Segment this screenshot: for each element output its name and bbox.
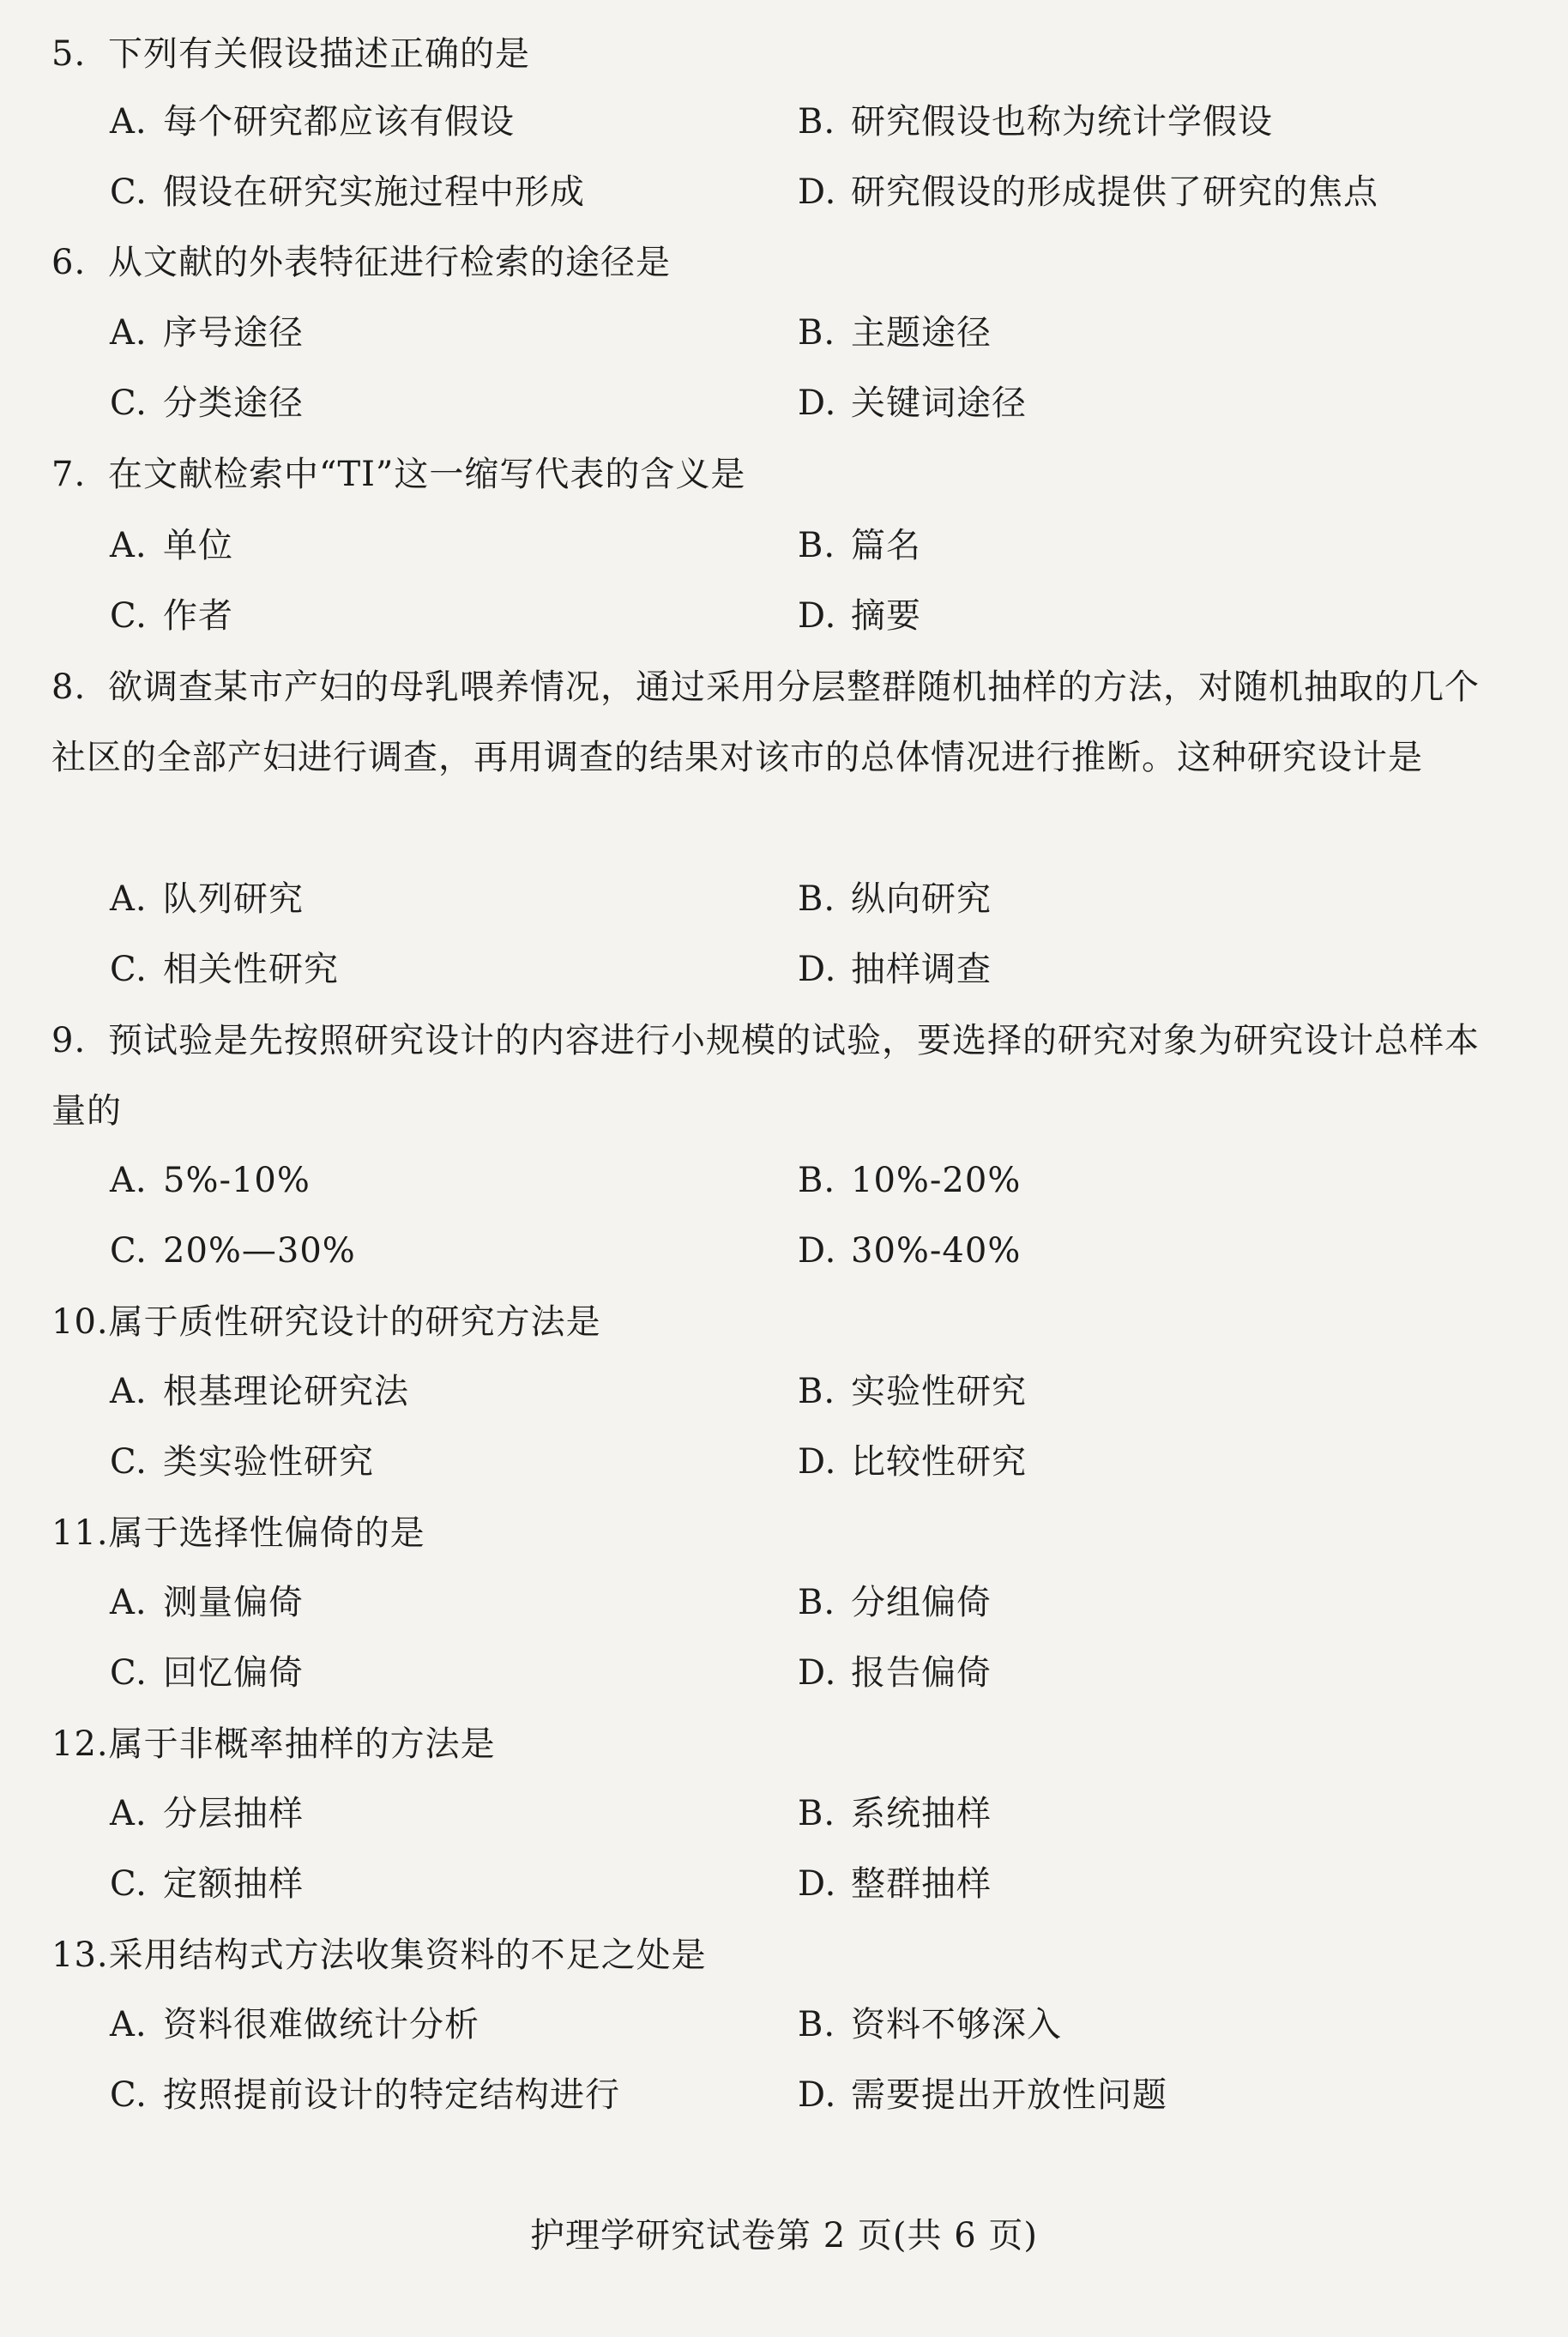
option-text: 整群抽样: [851, 1864, 992, 1904]
option-5b: [798, 96, 1273, 148]
page-footer: 护理学研究试卷第 2 页(共 6 页): [530, 2216, 1038, 2255]
question-text: 从文献的外表特征进行检索的途径是: [108, 243, 671, 282]
option-letter: C.: [110, 172, 148, 212]
option-text: 抽样调查: [851, 950, 992, 989]
option-text: 分类途径: [163, 383, 304, 423]
option-7d: [798, 590, 921, 642]
option-letter: C.: [110, 1442, 148, 1482]
option-10a: [110, 1366, 409, 1417]
option-letter: C.: [110, 1231, 148, 1271]
option-text: 5%-10%: [163, 1161, 311, 1200]
option-8b: [798, 873, 992, 925]
option-text: 测量偏倚: [163, 1583, 304, 1622]
option-letter: A.: [110, 2005, 148, 2044]
option-letter: D.: [798, 596, 837, 636]
option-8a: [110, 873, 304, 925]
option-letter: B.: [798, 2005, 836, 2044]
option-text: 实验性研究: [851, 1372, 1027, 1411]
option-letter: C.: [110, 950, 148, 989]
option-6d: [798, 377, 1027, 429]
option-6a: [110, 307, 304, 359]
option-letter: C.: [110, 596, 148, 636]
option-5a: [110, 96, 515, 148]
question-text: 采用结构式方法收集资料的不足之处是: [108, 1935, 707, 1975]
option-text: 30%-40%: [851, 1231, 1022, 1271]
question-12-stem: [51, 1709, 1510, 1779]
option-letter: C.: [110, 2075, 148, 2115]
option-12d: [798, 1858, 992, 1910]
question-number: 12.: [51, 1724, 109, 1764]
question-number: 13.: [51, 1935, 109, 1975]
option-11a: [110, 1577, 304, 1628]
option-letter: D.: [798, 1442, 837, 1482]
option-letter: C.: [110, 1864, 148, 1904]
option-letter: A.: [110, 1161, 148, 1200]
option-text: 研究假设也称为统计学假设: [851, 102, 1273, 142]
option-text: 主题途径: [851, 313, 992, 353]
option-12c: [110, 1858, 304, 1910]
option-7b: [798, 520, 921, 571]
option-text: 类实验性研究: [163, 1442, 374, 1482]
option-letter: A.: [110, 102, 148, 142]
option-letter: B.: [798, 879, 836, 919]
option-text: 资料很难做统计分析: [163, 2005, 479, 2044]
question-11-stem: [51, 1498, 1510, 1568]
option-letter: B.: [798, 1794, 836, 1833]
option-text: 定额抽样: [163, 1864, 304, 1904]
question-number: 11.: [51, 1513, 109, 1553]
option-text: 篇名: [851, 526, 921, 565]
question-7-stem: [51, 439, 1510, 510]
option-letter: D.: [798, 950, 837, 989]
option-text: 报告偏倚: [851, 1653, 992, 1693]
option-text: 摘要: [851, 596, 921, 636]
option-text: 关键词途径: [851, 383, 1027, 423]
option-letter: B.: [798, 1372, 836, 1411]
option-letter: A.: [110, 526, 148, 565]
question-6-stem: [51, 227, 1510, 298]
option-12b: [798, 1788, 992, 1839]
option-10d: [798, 1436, 1027, 1488]
option-letter: B.: [798, 313, 836, 353]
option-9a: [110, 1155, 311, 1206]
option-13b: [798, 1999, 1062, 2050]
option-13d: [798, 2069, 1167, 2121]
option-letter: D.: [798, 1653, 837, 1693]
option-7c: [110, 590, 233, 642]
option-13c: [110, 2069, 620, 2121]
option-text: 根基理论研究法: [163, 1372, 409, 1411]
option-text: 比较性研究: [851, 1442, 1027, 1482]
option-text: 分组偏倚: [851, 1583, 992, 1622]
option-text: 纵向研究: [851, 879, 992, 919]
option-11c: [110, 1647, 304, 1699]
option-letter: A.: [110, 1794, 148, 1833]
option-text: 每个研究都应该有假设: [163, 102, 515, 142]
question-text: 属于选择性偏倚的是: [108, 1513, 425, 1553]
option-9c: [110, 1225, 356, 1277]
option-text: 按照提前设计的特定结构进行: [163, 2075, 620, 2115]
question-text: 下列有关假设描述正确的是: [108, 34, 530, 74]
option-text: 20%—30%: [163, 1231, 356, 1271]
question-10-stem: [51, 1287, 1510, 1357]
option-text: 假设在研究实施过程中形成: [163, 172, 585, 212]
option-letter: D.: [798, 1231, 837, 1271]
option-5d: [798, 166, 1378, 218]
question-5-stem: [51, 19, 1510, 89]
question-8-stem: [51, 652, 1510, 793]
question-9-stem: [51, 1005, 1510, 1146]
option-text: 作者: [163, 596, 233, 636]
option-8d: [798, 944, 992, 995]
option-6b: [798, 307, 992, 359]
question-number: 6.: [51, 243, 87, 282]
option-text: 10%-20%: [851, 1161, 1022, 1200]
option-text: 序号途径: [163, 313, 304, 353]
option-10b: [798, 1366, 1027, 1417]
option-letter: D.: [798, 2075, 837, 2115]
option-text: 研究假设的形成提供了研究的焦点: [851, 172, 1378, 212]
option-text: 分层抽样: [163, 1794, 304, 1833]
option-10c: [110, 1436, 374, 1488]
option-text: 相关性研究: [163, 950, 339, 989]
question-text: 属于质性研究设计的研究方法是: [108, 1302, 601, 1342]
option-text: 需要提出开放性问题: [851, 2075, 1167, 2115]
option-11b: [798, 1577, 992, 1628]
question-number: 9.: [51, 1021, 87, 1060]
option-letter: B.: [798, 1583, 836, 1622]
question-13-stem: [51, 1920, 1510, 1990]
option-letter: B.: [798, 102, 836, 142]
option-letter: D.: [798, 172, 837, 212]
option-letter: B.: [798, 1161, 836, 1200]
option-7a: [110, 520, 233, 571]
question-text: 欲调查某市产妇的母乳喂养情况，通过采用分层整群随机抽样的方法，对随机抽取的几个社区的全部产妇进行调查，再用调查的结果对该市的总体情况进行推断。这种研究设计是: [51, 667, 1480, 777]
option-text: 单位: [163, 526, 233, 565]
option-letter: A.: [110, 879, 148, 919]
question-number: 10.: [51, 1302, 109, 1342]
option-text: 队列研究: [163, 879, 304, 919]
option-11d: [798, 1647, 992, 1699]
option-letter: B.: [798, 526, 836, 565]
option-letter: C.: [110, 1653, 148, 1693]
option-text: 系统抽样: [851, 1794, 992, 1833]
option-5c: [110, 166, 585, 218]
option-letter: A.: [110, 1372, 148, 1411]
question-text: 在文献检索中“TI”这一缩写代表的含义是: [108, 455, 746, 494]
option-9b: [798, 1155, 1021, 1206]
question-text: 预试验是先按照研究设计的内容进行小规模的试验，要选择的研究对象为研究设计总样本量的: [51, 1021, 1480, 1131]
question-number: 7.: [51, 455, 87, 494]
option-9d: [798, 1225, 1021, 1277]
option-letter: D.: [798, 1864, 837, 1904]
option-letter: A.: [110, 313, 148, 353]
question-number: 5.: [51, 34, 87, 74]
option-8c: [110, 944, 339, 995]
option-letter: A.: [110, 1583, 148, 1622]
option-text: 回忆偏倚: [163, 1653, 304, 1693]
option-text: 资料不够深入: [851, 2005, 1062, 2044]
option-letter: C.: [110, 383, 148, 423]
option-13a: [110, 1999, 479, 2050]
option-12a: [110, 1788, 304, 1839]
question-text: 属于非概率抽样的方法是: [108, 1724, 496, 1764]
question-number: 8.: [51, 667, 87, 707]
option-6c: [110, 377, 304, 429]
option-letter: D.: [798, 383, 837, 423]
